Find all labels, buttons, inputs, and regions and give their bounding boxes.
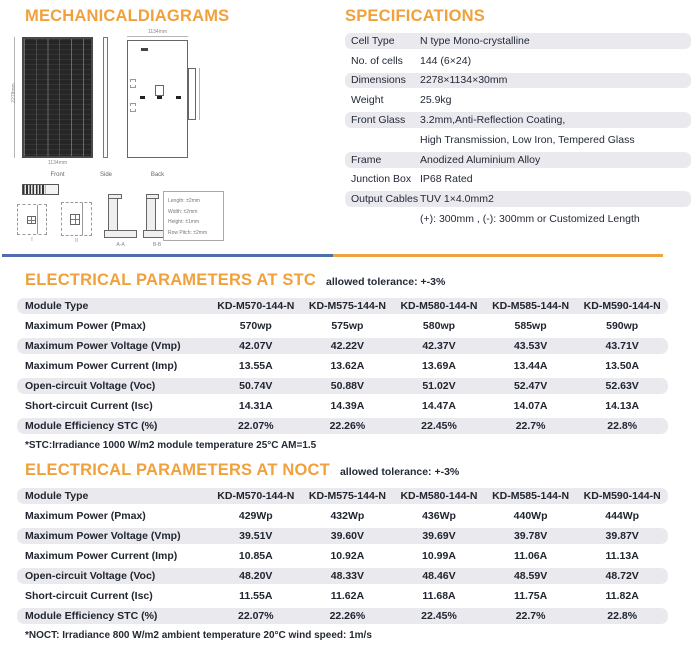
param-value: 43.71V xyxy=(605,340,639,352)
table-row xyxy=(15,356,670,376)
param-value: 11.62A xyxy=(330,590,365,602)
divider-blue-segment xyxy=(2,254,333,257)
detail-2-label: II xyxy=(75,238,78,244)
param-value: 585wp xyxy=(514,320,547,332)
section-bb-label: B-B xyxy=(152,242,162,248)
mechanical-diagram xyxy=(10,28,335,246)
param-value: 11.82A xyxy=(605,590,639,602)
column-header-model: KD-M580-144-N xyxy=(400,300,478,312)
param-value: 10.99A xyxy=(422,550,456,562)
column-header-model: KD-M575-144-N xyxy=(308,300,386,312)
column-header-module-type: Module Type xyxy=(25,490,89,502)
spec-value: Anodized Aluminium Alloy xyxy=(420,153,541,166)
spec-row xyxy=(343,110,693,130)
param-value: 14.13A xyxy=(605,400,640,412)
clamp-icon xyxy=(70,214,80,225)
spec-label: Front Glass xyxy=(351,114,406,127)
param-value: 22.7% xyxy=(515,420,546,432)
table-row xyxy=(15,336,670,356)
spec-row xyxy=(343,150,693,170)
param-value: 14.47A xyxy=(422,400,456,412)
junction-box xyxy=(155,85,164,96)
column-header-model: KD-M570-144-N xyxy=(217,490,295,502)
spec-value: (+): 300mm , (-): 300mm or Customized Length xyxy=(420,213,640,226)
panel-front-view xyxy=(22,37,93,158)
tolerance-length: Length: ±2mm xyxy=(168,198,200,204)
panel-side-view xyxy=(103,37,108,158)
stc-title: ELECTRICAL PARAMETERS AT STC xyxy=(25,271,316,289)
param-value: 14.07A xyxy=(513,400,548,412)
spec-value: 3.2mm,Anti-Reflection Coating, xyxy=(420,114,566,127)
frame-edge-line xyxy=(82,203,83,235)
param-value: 42.07V xyxy=(239,340,273,352)
spec-label: No. of cells xyxy=(351,54,403,67)
param-value: 22.8% xyxy=(607,420,638,432)
table-header-row xyxy=(15,486,670,506)
param-label: Maximum Power (Pmax) xyxy=(25,510,146,522)
column-header-model: KD-M590-144-N xyxy=(583,300,661,312)
param-value: 39.60V xyxy=(330,530,365,542)
spec-value: 144 (6×24) xyxy=(420,54,472,67)
back-view-label: Back xyxy=(150,172,165,178)
table-row xyxy=(15,376,670,396)
cable-connector xyxy=(140,96,145,99)
spec-label: Frame xyxy=(351,153,382,166)
cable-connector xyxy=(176,96,181,99)
column-header-module-type: Module Type xyxy=(25,300,89,312)
param-value: 13.55A xyxy=(238,360,273,372)
tolerance-box xyxy=(163,191,224,241)
height-dimension-label: 2278mm xyxy=(11,83,17,103)
param-label: Maximum Power Voltage (Vmp) xyxy=(25,340,181,352)
param-label: Maximum Power Current (Imp) xyxy=(25,550,178,562)
param-label: Maximum Power Current (Imp) xyxy=(25,360,178,372)
detail-1-label: I xyxy=(31,237,33,243)
mounting-detail-1 xyxy=(17,204,47,235)
cable-connector xyxy=(157,96,162,99)
param-value: 10.85A xyxy=(238,550,273,562)
param-value: 22.7% xyxy=(515,610,546,622)
table-row xyxy=(15,606,670,626)
width-dimension-label: 1134mm xyxy=(47,160,68,166)
param-value: 14.31A xyxy=(238,400,273,412)
specifications-table xyxy=(343,31,693,229)
param-value: 48.46V xyxy=(422,570,456,582)
param-label: Short-circuit Current (Isc) xyxy=(25,400,153,412)
param-value: 22.45% xyxy=(421,420,457,432)
spec-value: IP68 Rated xyxy=(420,173,473,186)
side-view-label: Side xyxy=(99,172,112,178)
specifications-title: SPECIFICATIONS xyxy=(345,7,486,25)
mounting-hole xyxy=(130,103,136,112)
spec-label: Dimensions xyxy=(351,74,406,87)
param-value: 51.02V xyxy=(422,380,456,392)
spec-value: High Transmission, Low Iron, Tempered Glass xyxy=(420,133,635,146)
spec-row xyxy=(343,189,693,209)
back-width-dimension-line xyxy=(127,36,188,37)
param-value: 436Wp xyxy=(422,510,456,522)
param-value: 11.75A xyxy=(513,590,548,602)
param-value: 48.72V xyxy=(605,570,639,582)
param-value: 590wp xyxy=(606,320,639,332)
param-value: 22.26% xyxy=(329,610,366,622)
column-header-model: KD-M585-144-N xyxy=(492,490,570,502)
table-row xyxy=(15,526,670,546)
stc-title-row xyxy=(25,271,445,290)
spec-label: Cell Type xyxy=(351,34,395,47)
param-value: 48.33V xyxy=(330,570,365,582)
noct-footnote: *NOCT: Irradiance 800 W/m2 ambient temperature 20°C wind speed: 1m/s xyxy=(25,630,372,641)
table-row xyxy=(15,586,670,606)
stc-table xyxy=(15,296,670,436)
section-divider xyxy=(2,254,663,257)
table-row xyxy=(15,506,670,526)
tolerance-width: Width: ±2mm xyxy=(168,208,198,215)
param-value: 42.37V xyxy=(422,340,456,352)
section-aa-label: A-A xyxy=(116,242,125,248)
param-value: 52.63V xyxy=(605,380,639,392)
column-header-model: KD-M580-144-N xyxy=(400,490,478,502)
param-value: 43.53V xyxy=(513,340,548,352)
front-view-label: Front xyxy=(50,172,65,178)
param-label: Module Efficiency STC (%) xyxy=(25,420,158,432)
table-row xyxy=(15,316,670,336)
param-value: 444Wp xyxy=(605,510,640,522)
param-value: 42.22V xyxy=(330,340,365,352)
param-value: 50.88V xyxy=(330,380,365,392)
table-row xyxy=(15,566,670,586)
column-header-model: KD-M585-144-N xyxy=(492,300,570,312)
param-label: Module Efficiency STC (%) xyxy=(25,610,158,622)
param-value: 570wp xyxy=(239,320,272,332)
table-row xyxy=(15,416,670,436)
param-value: 39.51V xyxy=(239,530,273,542)
nameplate xyxy=(141,48,148,51)
param-value: 11.06A xyxy=(513,550,548,562)
param-value: 22.45% xyxy=(421,610,457,622)
param-value: 10.92A xyxy=(330,550,365,562)
param-value: 22.26% xyxy=(329,420,366,432)
param-value: 50.74V xyxy=(239,380,273,392)
spec-label: Weight xyxy=(351,94,384,107)
frame-cross-section-aa xyxy=(102,193,139,245)
table-row xyxy=(15,396,670,416)
noct-tolerance-note: allowed tolerance: +-3% xyxy=(339,466,460,478)
column-header-model: KD-M570-144-N xyxy=(217,300,295,312)
param-value: 52.47V xyxy=(513,380,548,392)
divider-orange-segment xyxy=(333,254,663,257)
param-value: 440Wp xyxy=(513,510,548,522)
param-value: 48.59V xyxy=(513,570,548,582)
param-value: 48.20V xyxy=(239,570,273,582)
param-value: 39.87V xyxy=(605,530,639,542)
param-value: 432Wp xyxy=(330,510,365,522)
spec-value: 25.9kg xyxy=(420,94,452,107)
param-value: 580wp xyxy=(422,320,456,332)
table-header-row xyxy=(15,296,670,316)
clamp-icon xyxy=(27,216,36,224)
param-value: 13.44A xyxy=(513,360,548,372)
param-value: 14.39A xyxy=(330,400,365,412)
column-header-model: KD-M590-144-N xyxy=(583,490,661,502)
noct-table xyxy=(15,486,670,626)
param-value: 11.68A xyxy=(422,590,456,602)
spec-label: Junction Box xyxy=(351,173,412,186)
spec-label: Output Cables xyxy=(351,193,419,206)
spec-row xyxy=(343,90,693,110)
back-width-dimension-label: 1134mm xyxy=(147,29,168,35)
spec-row xyxy=(343,130,693,150)
frame-rail xyxy=(188,68,196,120)
rail-dimension-line xyxy=(199,68,200,120)
noct-title: ELECTRICAL PARAMETERS AT NOCT xyxy=(25,461,330,479)
param-value: 22.07% xyxy=(237,420,274,432)
spec-row xyxy=(343,51,693,71)
spec-row xyxy=(343,209,693,229)
param-value: 575wp xyxy=(331,320,364,332)
mounting-detail-2 xyxy=(61,202,92,236)
spec-value: 2278×1134×30mm xyxy=(420,74,508,87)
param-value: 39.78V xyxy=(513,530,548,542)
tolerance-row-pitch: Row Pitch: ±2mm xyxy=(168,229,208,236)
param-label: Maximum Power (Pmax) xyxy=(25,320,146,332)
param-value: 22.8% xyxy=(607,610,638,622)
param-label: Maximum Power Voltage (Vmp) xyxy=(25,530,181,542)
column-header-model: KD-M575-144-N xyxy=(308,490,386,502)
table-row xyxy=(15,546,670,566)
param-value: 13.62A xyxy=(330,360,365,372)
mechanical-diagrams-title: MECHANICALDIAGRAMS xyxy=(25,7,230,25)
panel-back-view xyxy=(127,40,188,158)
spec-row xyxy=(343,31,693,51)
spec-row xyxy=(343,71,693,91)
junction-box-detail xyxy=(22,184,59,195)
spec-row xyxy=(343,170,693,190)
mounting-hole xyxy=(130,79,136,88)
noct-title-row xyxy=(25,461,459,480)
param-label: Short-circuit Current (Isc) xyxy=(25,590,153,602)
param-value: 13.69A xyxy=(422,360,456,372)
param-value: 13.50A xyxy=(605,360,640,372)
spec-value: TUV 1×4.0mm2 xyxy=(420,193,494,206)
tolerance-height: Height: ±1mm xyxy=(168,219,200,225)
param-label: Open-circuit Voltage (Voc) xyxy=(25,570,156,582)
spec-value: N type Mono-crystalline xyxy=(420,34,530,47)
stc-footnote: *STC:Irradiance 1000 W/m2 module temperature 25°C AM=1.5 xyxy=(25,440,317,451)
param-label: Open-circuit Voltage (Voc) xyxy=(25,380,156,392)
stc-tolerance-note: allowed tolerance: +-3% xyxy=(326,276,446,288)
param-value: 22.07% xyxy=(237,610,274,622)
param-value: 39.69V xyxy=(422,530,456,542)
param-value: 11.55A xyxy=(239,590,273,602)
param-value: 429Wp xyxy=(238,510,273,522)
frame-edge-line xyxy=(37,205,38,234)
param-value: 11.13A xyxy=(605,550,639,562)
